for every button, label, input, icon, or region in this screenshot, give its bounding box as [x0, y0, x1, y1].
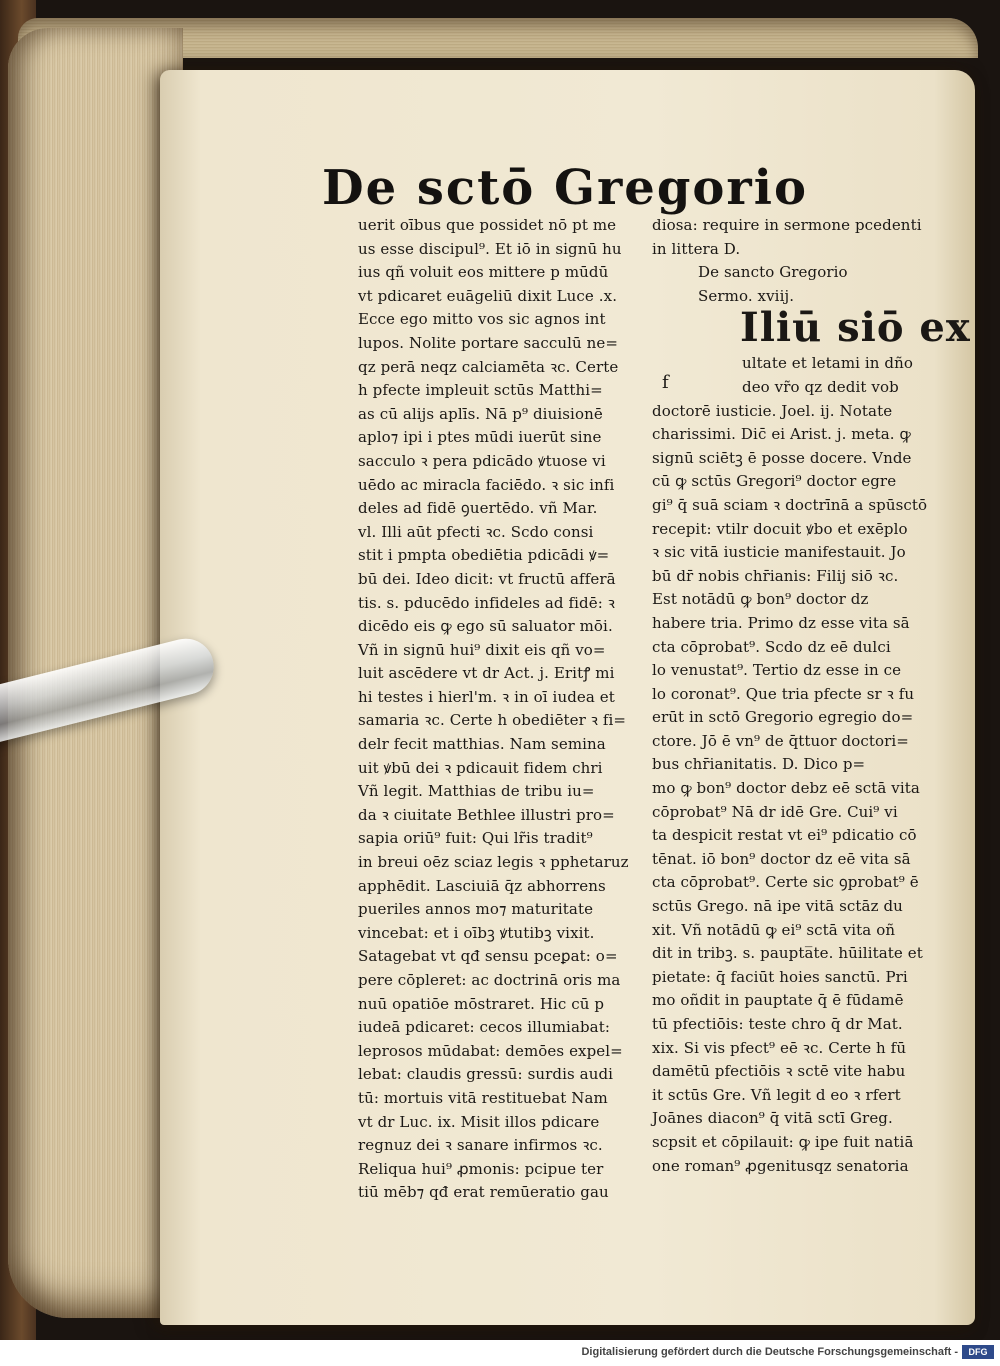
text-line: samaria ꝛc. Certe h obediēter ꝛ fi= — [358, 711, 627, 730]
text-line: dit in tribꝫ. s. paupta̅te. hūilitate et — [652, 944, 923, 963]
text-line: tiū mēb⁊ qđ erat remūeratio gau — [358, 1183, 609, 1202]
text-line: luit ascēdere vt dr Act. j. Eritꝭ mi — [358, 664, 615, 683]
text-line: mo oñdit in pauptate q̄ ē fūdamē — [652, 991, 904, 1010]
text-line: Satagebat vt qđ sensu pceꝑat: o= — [358, 947, 618, 966]
text-line: aplo⁊ ipi i ptes mūdi iuerūt sine — [358, 428, 602, 447]
text-line: deles ad fidē ꝯuertēdo. vñ Mar. — [358, 499, 598, 518]
text-line: delr fecit matthias. Nam semina — [358, 735, 606, 754]
text-line: damētū pfectiōis ꝛ sctē vite habu — [652, 1062, 906, 1081]
text-line: da ꝛ ciuitate Bethlee illustri pro= — [358, 805, 615, 824]
text-line: signū sciētꝫ ē posse docere. Vnde — [652, 448, 912, 467]
text-line: in breui oēz sciaz legis ꝛ pphetaruz — [358, 853, 629, 872]
text-line: lupos. Nolite portare sacculū ne= — [358, 333, 619, 352]
running-head: De sctō Gregorio — [322, 160, 808, 216]
text-column-right — [652, 214, 971, 1178]
text-line: erūt in sctō Gregorio egregio do= — [652, 708, 914, 727]
text-line: cta cōprobat⁹. Scdo dz eē dulci — [652, 637, 891, 656]
text-line: ꝛ sic vitā iusticie manifestauit. Jo — [652, 543, 906, 562]
text-line: ta despicit restat vt ei⁹ pdicatio cō — [652, 826, 917, 845]
text-line: tēnat. iō bon⁹ doctor dz eē vita sā — [652, 849, 911, 868]
text-line: us esse discipul⁹. Et iō in signū hu — [358, 239, 622, 258]
text-line: Reliqua hui⁹ ꝓmonis: pcipue ter — [358, 1159, 604, 1178]
drop-cap-line — [652, 304, 971, 352]
text-line: apphēdit. Lasciuiā q̄z abhorrens — [358, 876, 606, 895]
text-line: Ecce ego mitto vos sic agnos int — [358, 310, 606, 329]
text-line: bū dr̄ nobis chr̄ianis: Filij siō ꝛc. — [652, 566, 899, 585]
text-line: as cū alijs aplīs. Nā p⁹ diuisionē — [358, 404, 603, 423]
text-line: lo coronat⁹. Que tria pfecte sr ꝛ fu — [652, 684, 915, 703]
text-line: xit. Vñ notādū ꝙ ei⁹ sctā vita oñ — [652, 920, 896, 939]
text-line: vincebat: et i oībꝫ ꝟtutibꝫ vixit. — [358, 923, 595, 942]
text-line: pueriles annos mo⁊ maturitate — [358, 900, 594, 919]
text-line: iudeā pdicaret: cecos illumiabat: — [358, 1018, 611, 1037]
text-line: lo venustat⁹. Tertio dz esse in ce — [652, 661, 902, 680]
right-column-body — [652, 352, 930, 1178]
text-line: xix. Si vis pfect⁹ eē ꝛc. Certe h fū — [652, 1038, 907, 1057]
text-column-left — [358, 214, 640, 1205]
marginal-letter: f — [662, 372, 669, 393]
dfg-logo: DFG — [962, 1345, 994, 1359]
text-line: uit ꝟbū dei ꝛ pdicauit fidem chri — [358, 758, 603, 777]
text-line: one roman⁹ ꝓgenitusqz senatoria — [652, 1156, 909, 1175]
text-line: uerit oībus que possidet nō pt me — [358, 216, 617, 234]
text-line: Vñ legit. Matthias de tribu iu= — [358, 782, 595, 801]
text-line: habere tria. Primo dz esse vita sā — [652, 613, 910, 632]
text-line: sacculo ꝛ pera pdicādo ꝟtuose vi — [358, 451, 606, 470]
drop-cap: Iliū siō ex — [740, 304, 971, 352]
text-line: scpsit et cōpilauit: ꝙ ipe fuit natiā — [652, 1132, 914, 1151]
text-line: Vñ in signū hui⁹ dixit eis qñ vo= — [358, 640, 606, 659]
text-line: deo vr̃o qz dedit vob — [742, 377, 899, 396]
footer-bar — [0, 1340, 1000, 1366]
text-line: gi⁹ q̄ suā sciam ꝛ doctrīnā a spūsctō — [652, 495, 928, 514]
text-line: tū: mortuis vitā restituebat Nam — [358, 1088, 608, 1107]
text-line: diosa: require in sermone pcedenti — [652, 216, 922, 234]
text-line: ctore. Jō ē vn⁹ de q̄ttuor doctori= — [652, 731, 909, 750]
text-line: cta cōprobat⁹. Certe sic ꝯprobat⁹ ē — [652, 873, 919, 892]
text-line: uēdo ac miracla faciēdo. ꝛ sic infi — [358, 475, 615, 494]
text-line: regnuz dei ꝛ sanare infirmos ꝛc. — [358, 1136, 603, 1155]
text-line: leprosos mūdabat: demōes expel= — [358, 1041, 623, 1060]
text-line: ius qñ voluit eos mittere p mūdū — [358, 263, 609, 282]
text-line: pere cōpleret: ac doctrinā oris ma — [358, 971, 621, 989]
text-line: cōprobat⁹ Nā dr idē Gre. Cui⁹ vi — [652, 802, 898, 821]
section-heading-sermon: Sermo. xviij. — [698, 286, 795, 305]
text-line: bū dei. Ideo dicit: vt fructū afferā — [358, 569, 616, 588]
text-line: sapia oriū⁹ fuit: Qui lr̃is tradit⁹ — [358, 829, 593, 848]
text-line: hi testes i hierl'm. ꝛ in oī iudea et — [358, 687, 615, 706]
text-line: charissimi. Dic̄ ei Arist. j. meta. ꝙ — [652, 425, 911, 444]
text-line: in littera D. — [652, 239, 741, 258]
text-line: mo ꝙ bon⁹ doctor debz eē sctā vita — [652, 779, 920, 798]
text-line: pietate: q̄ faciūt hoies sanctū. Pri — [652, 967, 908, 986]
text-line: lebat: claudis gressū: surdis audi — [358, 1065, 614, 1084]
text-line: sctūs Grego. nā ipe vitā sctāz du — [652, 897, 903, 916]
text-line: vl. Illi aūt pfecti ꝛc. Scdo consi — [358, 522, 594, 541]
text-line: doctorē iusticie. Joel. ij. Notate — [652, 401, 893, 420]
text-line: stit i pmpta obediētia pdicādi ꝟ= — [358, 546, 610, 565]
text-line: nuū opatiōe mōstraret. Hic cū p — [358, 994, 605, 1013]
text-line: tū pfectiōis: teste chro q̄ dr Mat. — [652, 1015, 903, 1033]
text-line: cū ꝙ sctūs Gregori⁹ doctor egre — [652, 472, 897, 491]
text-line: Est notādū ꝙ bon⁹ doctor dz — [652, 590, 869, 609]
funding-credit: Digitalisierung gefördert durch die Deutsche Forschungsgemeinschaft - — [581, 1346, 958, 1358]
text-line: vt dr Luc. ix. Misit illos pdicare — [358, 1112, 600, 1131]
text-line: recepit: vtilr docuit ꝟbo et exēplo — [652, 519, 908, 538]
text-line: Joānes diacon⁹ q̄ vitā sctī Greg. — [652, 1109, 893, 1128]
text-line: vt pdicaret euāgeliū dixit Luce .x. — [358, 286, 618, 305]
text-line: ultate et letami in dño — [742, 354, 914, 373]
section-heading-title: De sancto Gregorio — [698, 263, 848, 282]
text-line: it sctūs Gre. Vñ legit d eo ꝛ rfert — [652, 1085, 901, 1104]
text-line: h pfecte impleuit sctūs Matthi= — [358, 381, 603, 400]
text-line: dicēdo eis ꝙ ego sū saluator mōi. — [358, 617, 613, 636]
text-line: qz perā neqz calciamēta ꝛc. Certe — [358, 357, 619, 376]
text-line: bus chr̄ianitatis. D. Dico p= — [652, 755, 866, 774]
text-line: tis. s. pducēdo infideles ad fidē: ꝛ — [358, 593, 615, 612]
